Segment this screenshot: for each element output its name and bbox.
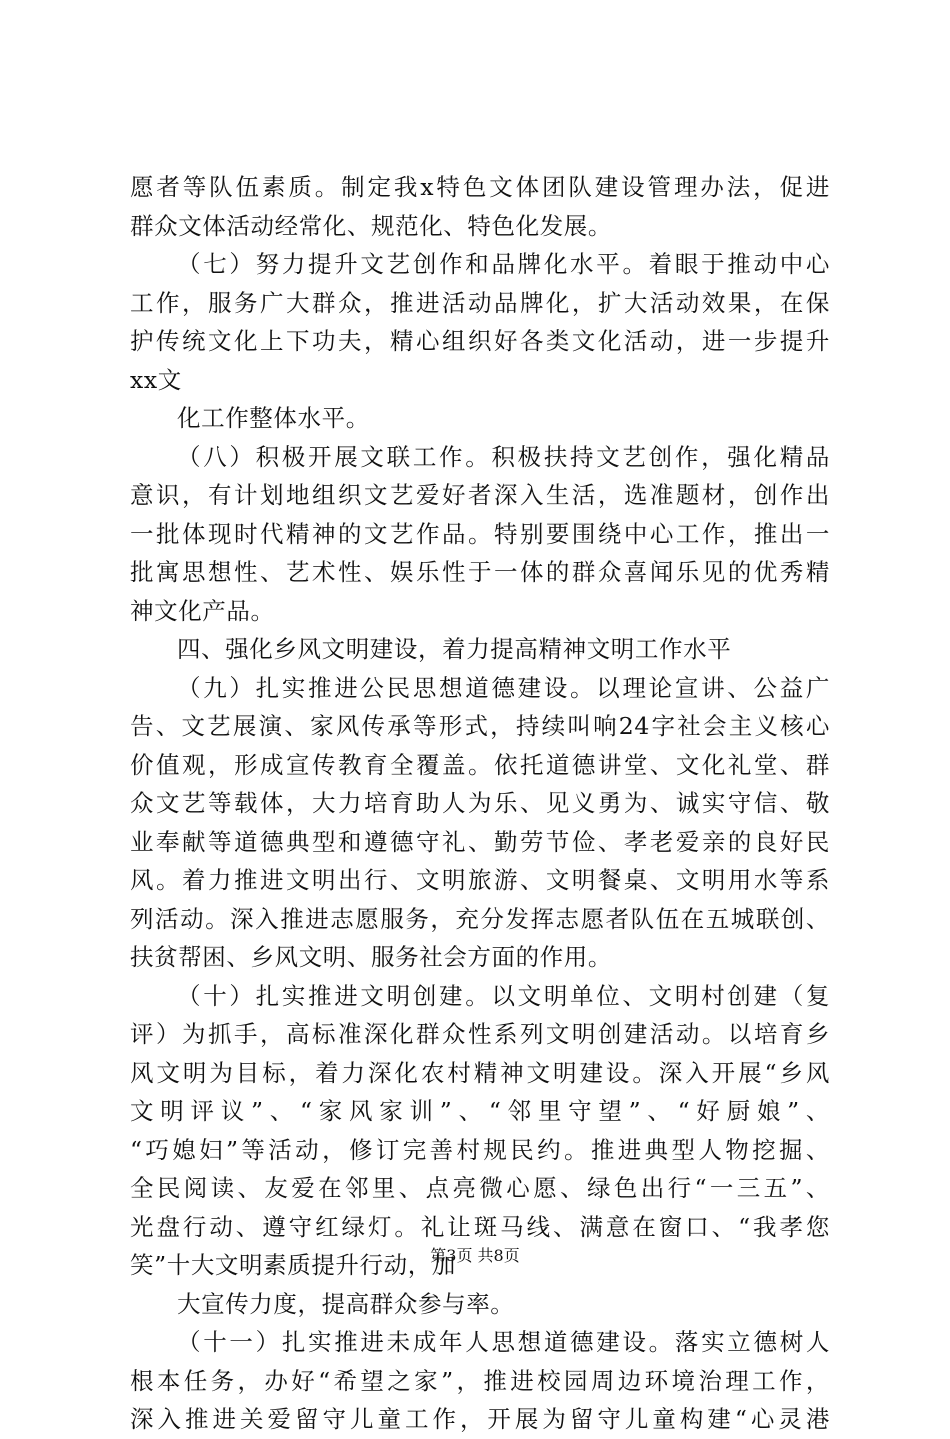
text-line: 列活动。深入推进志愿服务，充分发挥志愿者队伍在五城联创、 xyxy=(130,904,830,933)
text-line: 四、强化乡风文明建设，着力提高精神文明工作水平 xyxy=(177,635,732,663)
text-line: 护传统文化上下功夫，精心组织好各类文化活动，进一步提升 xyxy=(130,327,830,355)
text-line: 批寓思想性、艺术性、娱乐性于一体的群众喜闻乐见的优秀精 xyxy=(130,558,830,586)
text-line: 价值观，形成宣传教育全覆盖。依托道德讲堂、文化礼堂、群 xyxy=(130,750,830,779)
text-line: 意识，有计划地组织文艺爱好者深入生活，选准题材，创作出 xyxy=(130,481,830,509)
text-line: 笑”十大文明素质提升行动，加 xyxy=(130,1251,456,1279)
text-line: 众文艺等载体，大力培育助人为乐、见义勇为、诚实守信、敬 xyxy=(130,789,830,817)
text-line: “巧媳妇”等活动，修订完善村规民约。推进典型人物挖掘、 xyxy=(130,1135,830,1164)
text-line: 根本任务，办好“希望之家”，推进校园周边环境治理工作， xyxy=(130,1366,830,1395)
page-footer: 第3页 共8页 xyxy=(430,1246,520,1265)
text-line: 风。着力推进文明出行、文明旅游、文明餐桌、文明用水等系 xyxy=(130,866,830,894)
text-line: 风文明为目标，着力深化农村精神文明建设。深入开展“乡风 xyxy=(130,1058,830,1087)
text-line: 化工作整体水平。 xyxy=(177,404,370,432)
text-line: 愿者等队伍素质。制定我x特色文体团队建设管理办法，促进 xyxy=(130,173,830,201)
text-line: 文明评议”、“家风家训”、“邻里守望”、“好厨娘”、 xyxy=(130,1097,830,1125)
text-line: （九）扎实推进公民思想道德建设。以理论宣讲、公益广 xyxy=(177,673,830,702)
text-line: （十）扎实推进文明创建。以文明单位、文明村创建（复 xyxy=(177,981,830,1010)
text-line: 深入推进关爱留守儿童工作，开展为留守儿童构建“心灵港 xyxy=(130,1405,830,1433)
text-line: 光盘行动、遵守红绿灯。礼让斑马线、满意在窗口、“我孝您 xyxy=(130,1212,830,1241)
text-line: 全民阅读、友爱在邻里、点亮微心愿、绿色出行“一三五”、 xyxy=(130,1174,830,1202)
text-line: 神文化产品。 xyxy=(130,596,275,625)
text-line: 工作，服务广大群众，推进活动品牌化，扩大活动效果，在保 xyxy=(130,288,830,317)
text-line: 群众文体活动经常化、规范化、特色化发展。 xyxy=(130,211,612,240)
text-line: 大宣传力度，提高群众参与率。 xyxy=(177,1289,515,1318)
text-line: 业奉献等道德典型和遵德守礼、勤劳节俭、孝老爱亲的良好民 xyxy=(130,827,830,856)
text-line: xx文 xyxy=(130,365,182,394)
text-line: （八）积极开展文联工作。积极扶持文艺创作，强化精品 xyxy=(177,442,830,471)
text-line: （十一）扎实推进未成年人思想道德建设。落实立德树人 xyxy=(177,1328,830,1356)
text-line: 评）为抓手，高标准深化群众性系列文明创建活动。以培育乡 xyxy=(130,1020,830,1048)
text-line: 一批体现时代精神的文艺作品。特别要围绕中心工作，推出一 xyxy=(130,519,830,548)
text-line: （七）努力提升文艺创作和品牌化水平。着眼于推动中心 xyxy=(177,250,830,278)
text-line: 扶贫帮困、乡风文明、服务社会方面的作用。 xyxy=(130,943,612,971)
text-line: 告、文艺展演、家风传承等形式，持续叫响24字社会主义核心 xyxy=(130,712,830,740)
